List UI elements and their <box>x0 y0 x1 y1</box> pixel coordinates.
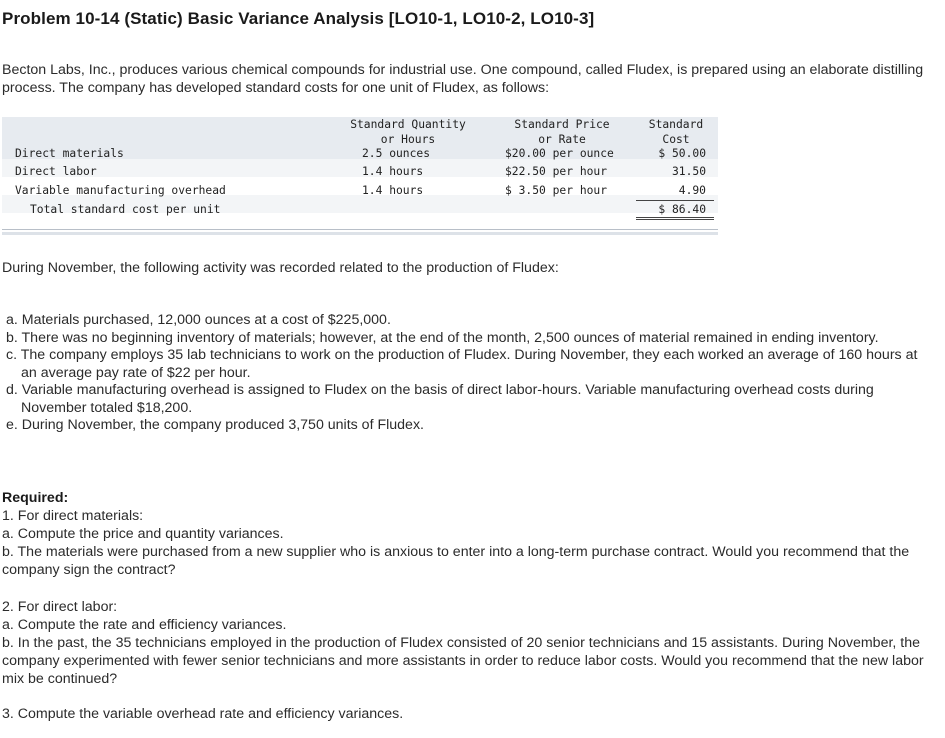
row-price: $22.50 per hour <box>505 165 608 178</box>
required-item: 3. Compute the variable overhead rate and efficiency variances. <box>2 706 404 722</box>
required-item: 1. For direct materials: <box>2 508 144 524</box>
row-quantity: 2.5 ounces <box>362 147 431 160</box>
header-quantity-line2: or Hours <box>380 133 436 146</box>
problem-title: Problem 10-14 (Static) Basic Variance Analysis [LO10-1, LO10-2, LO10-3] <box>2 9 595 28</box>
header-cost-line1: Standard <box>648 118 704 131</box>
header-quantity-line1: Standard Quantity <box>350 118 466 131</box>
row-cost: 4.90 <box>678 184 706 197</box>
required-item: b. The materials were purchased from a new supplier who is anxious to enter into a long-term purchase contract. Would you recommend that the company sign the contract? <box>2 544 910 578</box>
total-cost: $ 86.40 <box>658 203 706 216</box>
row-label-direct-labor: Direct labor <box>15 165 97 178</box>
list-item: b. There was no beginning inventory of materials; however, at the end of the month, 2,500 ounces of material remained in ending inventory. <box>6 329 879 346</box>
row-label-variable-overhead: Variable manufacturing overhead <box>15 184 226 197</box>
total-label: Total standard cost per unit <box>30 203 221 216</box>
header-standard-quantity <box>338 117 478 147</box>
intro-paragraph: Becton Labs, Inc., produces various chemical compounds for industrial use. One compound, called Fludex, is prepared using an elaborate distilling process. The company has developed standard costs for one unit of Fludex, as follows: <box>2 62 924 96</box>
required-item: a. Compute the rate and efficiency variances. <box>2 617 287 633</box>
required-heading: Required: <box>2 490 69 506</box>
standard-cost-table <box>2 113 718 237</box>
list-item: c. The company employs 35 lab technicians to work on the production of Fludex. During November, they each worked an average of 160 hours at an average pay rate of $22 per hour. <box>6 347 918 381</box>
row-quantity: 1.4 hours <box>362 184 424 197</box>
row-label-direct-materials: Direct materials <box>15 147 124 160</box>
list-item: e. During November, the company produced 3,750 units of Fludex. <box>6 417 424 433</box>
required-section-2 <box>2 598 932 688</box>
header-standard-cost <box>638 117 714 147</box>
required-item: b. In the past, the 35 technicians employed in the production of Fludex consisted of 20 senior technicians and 15 assistants. During November, the company experimented with fewer senior technicians and more assistants in order to reduce labor costs. Would you recommend that the new labor mix be continued? <box>2 635 924 687</box>
required-section-1 <box>2 489 932 579</box>
table-bottom-rule <box>2 229 718 230</box>
row-price: $ 3.50 per hour <box>505 184 608 197</box>
subtotal-underline <box>636 200 714 201</box>
row-quantity: 1.4 hours <box>362 165 424 178</box>
required-item: a. Compute the price and quantity variances. <box>2 526 284 542</box>
header-price-line1: Standard Price <box>514 118 610 131</box>
table-row-bg <box>2 159 718 177</box>
row-cost: 31.50 <box>671 165 706 178</box>
activity-intro: During November, the following activity was recorded related to the production of Fludex: <box>2 260 559 276</box>
header-cost-line2: Cost <box>662 133 690 146</box>
row-price: $20.00 per ounce <box>505 147 614 160</box>
total-double-underline-2 <box>636 219 714 220</box>
row-cost: $ 50.00 <box>658 147 706 160</box>
header-standard-price <box>496 117 628 147</box>
total-double-underline-1 <box>636 217 714 218</box>
required-item: 2. For direct labor: <box>2 599 118 615</box>
list-item: a. Materials purchased, 12,000 ounces at a cost of $225,000. <box>6 312 391 328</box>
activity-list <box>6 312 936 435</box>
header-price-line2: or Rate <box>538 133 586 146</box>
required-section-3 <box>2 705 932 723</box>
list-item: d. Variable manufacturing overhead is assigned to Fludex on the basis of direct labor-hours. Variable manufacturing overhead costs during November totaled $18,200. <box>6 382 874 416</box>
table-bottom-bar <box>2 232 718 235</box>
